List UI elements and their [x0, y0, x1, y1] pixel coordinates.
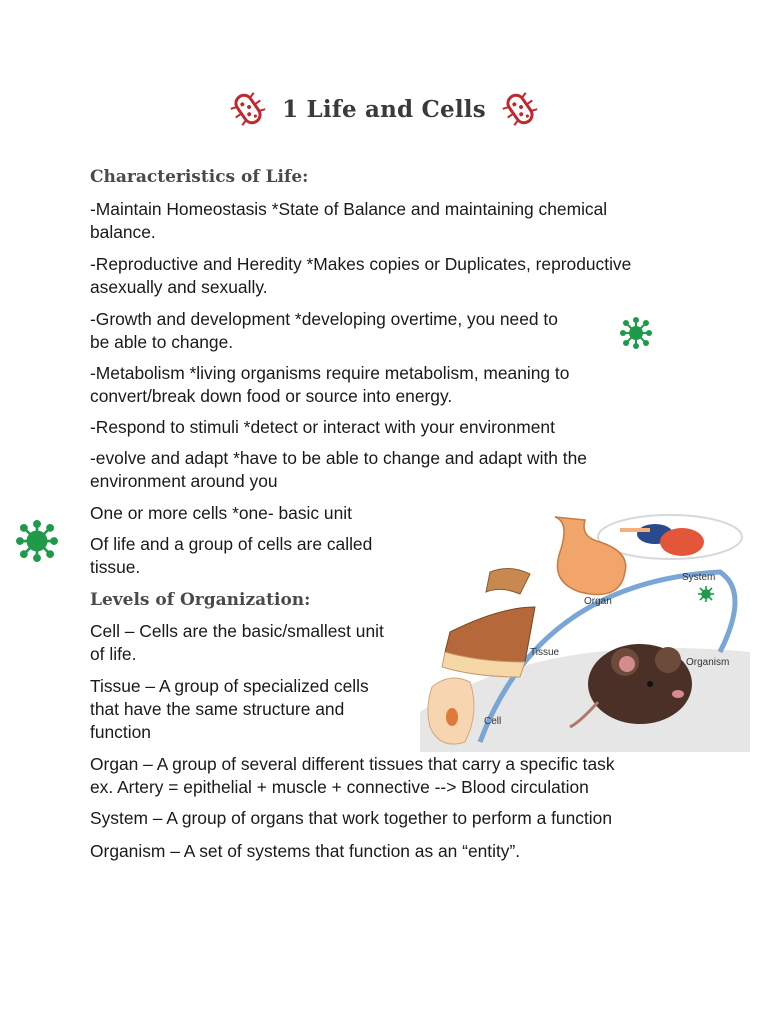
text-line: Of life and a group of cells are called	[90, 534, 373, 554]
characteristic-item	[90, 502, 352, 525]
text-line: environment around you	[90, 471, 278, 491]
text-line: of life.	[90, 644, 137, 664]
levels-heading: Levels of Organization:	[90, 590, 311, 610]
characteristic-item	[90, 447, 587, 493]
text-line: -Metabolism *living organisms require metabolism, meaning to	[90, 363, 570, 383]
label-tissue: Tissue	[530, 647, 560, 658]
text-line: -Growth and development *developing overtime, you need to	[90, 309, 558, 329]
text-line: Tissue – A group of specialized cells	[90, 676, 369, 696]
characteristic-item	[90, 362, 569, 408]
label-organism: Organism	[686, 657, 730, 668]
characteristic-item	[90, 308, 558, 354]
text-line: One or more cells *one- basic unit	[90, 503, 352, 523]
label-system: System	[682, 572, 716, 583]
text-line: Organ – A group of several different tissues that carry a specific task	[90, 754, 615, 774]
text-line: Cell – Cells are the basic/smallest unit	[90, 621, 384, 641]
text-line: -Respond to stimuli *detect or interact with your environment	[90, 417, 555, 437]
label-cell: Cell	[484, 716, 502, 727]
title-row	[0, 84, 768, 134]
virus-icon	[620, 317, 652, 349]
bacteria-icon	[228, 89, 268, 129]
characteristic-item	[90, 198, 607, 244]
text-line: System – A group of organs that work together to perform a function	[90, 808, 613, 828]
label-organ: Organ	[584, 596, 612, 607]
characteristic-item	[90, 253, 631, 299]
level-item	[90, 753, 615, 799]
characteristic-item	[90, 533, 372, 579]
characteristics-heading: Characteristics of Life:	[90, 167, 309, 187]
text-line: be able to change.	[90, 332, 234, 352]
bacteria-icon	[500, 89, 540, 129]
tissue-illustration	[442, 607, 535, 677]
text-line: -Maintain Homeostasis *State of Balance and maintaining chemical	[90, 199, 608, 219]
text-line: tissue.	[90, 557, 141, 577]
virus-icon	[16, 520, 58, 562]
level-item	[90, 840, 520, 863]
text-line: asexually and sexually.	[90, 277, 268, 297]
characteristic-item	[90, 416, 555, 439]
text-line: -Reproductive and Heredity *Makes copies or Duplicates, reproductive	[90, 254, 632, 274]
level-item	[90, 807, 612, 830]
text-line: function	[90, 722, 151, 742]
text-line: ex. Artery = epithelial + muscle + connective --> Blood circulation	[90, 777, 589, 797]
page-title: 1 Life and Cells	[282, 95, 486, 123]
level-item	[90, 675, 369, 744]
text-line: that have the same structure and	[90, 699, 345, 719]
cell-illustration	[428, 678, 474, 744]
text-line: -evolve and adapt *have to be able to change and adapt with the	[90, 448, 587, 468]
organization-diagram	[420, 512, 750, 752]
level-item	[90, 620, 384, 666]
text-line: convert/break down food or source into energy.	[90, 386, 453, 406]
text-line: balance.	[90, 222, 156, 242]
virus-icon	[698, 586, 714, 602]
text-line: Organism – A set of systems that function as an “entity”.	[90, 841, 521, 861]
